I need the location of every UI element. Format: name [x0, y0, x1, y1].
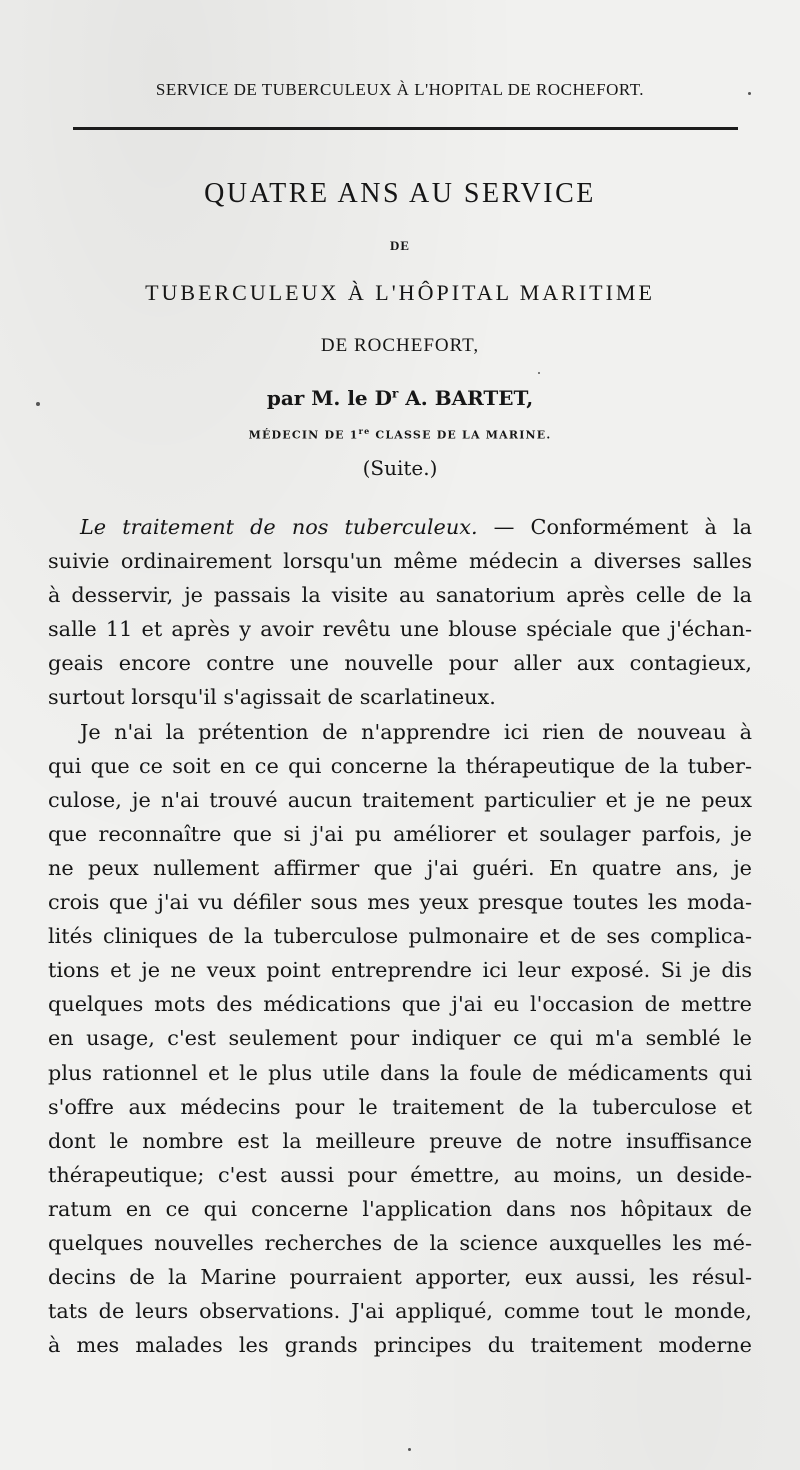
paragraph-2-line-5: ne peux nullement affirmer que j'ai guéri. En quatre ans, je — [48, 855, 752, 880]
paragraph-1-line-1 — [48, 510, 752, 544]
paragraph-1-line-3: à desservir, je passais la visite au sanatorium après celle de la — [48, 583, 752, 608]
affiliation-sup: re — [358, 426, 371, 436]
paper-speck — [748, 92, 751, 95]
paragraph-2-line-2: qui que ce soit en ce qui concerne la thérapeutique de la tuber- — [48, 753, 752, 778]
article-title-line-1: QUATRE ANS AU SERVICE — [204, 178, 596, 209]
paragraph-1-line-1-rest: — Conformément à la — [493, 515, 752, 539]
paragraph-2-line-1: Je n'ai la prétention de n'apprendre ici rien de nouveau à — [80, 719, 752, 744]
affiliation-prefix: MÉDECIN DE 1 — [248, 428, 359, 442]
paragraph-1-line-2: suivie ordinairement lorsqu'un même médecin a diverses salles — [48, 549, 752, 574]
paragraph-2-line-9: quelques mots des médications que j'ai eu l'occasion de mettre — [48, 992, 752, 1017]
paragraph-1-line-4: salle 11 et après y avoir revêtu une blouse spéciale que j'échan- — [48, 617, 752, 642]
paragraph-2-line-18: tats de leurs observations. J'ai appliqué, comme tout le monde, — [48, 1299, 752, 1324]
author-sup: r — [391, 386, 399, 401]
affiliation-rest: CLASSE DE LA MARINE. — [370, 428, 552, 442]
paragraph-2-line-12: s'offre aux médecins pour le traitement de la tuberculose et — [48, 1094, 752, 1119]
article-title-de: DE — [389, 238, 411, 253]
paragraph-2-line-8: tions et je ne veux point entreprendre ici leur exposé. Si je dis — [48, 958, 752, 983]
suite-label: (Suite.) — [362, 456, 438, 480]
section-heading: Le traitement de nos tuberculeux. — [80, 515, 478, 539]
paragraph-2-line-3: culose, je n'ai trouvé aucun traitement particulier et je ne peux — [48, 787, 752, 812]
paragraph-2-line-6: crois que j'ai vu défiler sous mes yeux presque toutes les moda- — [48, 890, 752, 915]
paragraph-2-line-19: à mes malades les grands principes du traitement moderne — [48, 1333, 752, 1358]
paragraph-2-line-7: lités cliniques de la tuberculose pulmonaire et de ses complica- — [48, 924, 752, 949]
author-prefix: par M. le D — [266, 386, 392, 410]
body-text — [48, 510, 752, 1362]
paragraph-2-line-11: plus rationnel et le plus utile dans la foule de médicaments qui — [48, 1060, 752, 1085]
paragraph-2-line-13: dont le nombre est la meilleure preuve de notre insuffisance — [48, 1128, 752, 1153]
paragraph-2-line-4: que reconnaître que si j'ai pu améliorer et soulager parfois, je — [48, 821, 752, 846]
author-name: A. BARTET, — [398, 386, 534, 410]
author-affiliation — [0, 426, 800, 442]
running-head: SERVICE DE TUBERCULEUX À L'HOPITAL DE ROCHEFORT. — [155, 80, 645, 99]
paragraph-2-line-17: decins de la Marine pourraient apporter, eux aussi, les résul- — [48, 1265, 752, 1290]
paper-speck — [36, 402, 40, 406]
paragraph-1-line-6: surtout lorsqu'il s'agissait de scarlatineux. — [48, 685, 496, 710]
paragraph-2-line-14: thérapeutique; c'est aussi pour émettre, au moins, un deside- — [48, 1162, 752, 1187]
paragraph-2-line-16: quelques nouvelles recherches de la science auxquelles les mé- — [48, 1230, 752, 1255]
author-line — [0, 386, 800, 410]
paragraph-2-line-10: en usage, c'est seulement pour indiquer ce qui m'a semblé le — [48, 1026, 752, 1051]
paper-speck — [538, 372, 540, 374]
paragraph-1-line-5: geais encore contre une nouvelle pour aller aux contagieux, — [48, 651, 752, 676]
article-title-line-3: DE ROCHEFORT, — [320, 335, 480, 356]
paper-speck — [408, 1448, 411, 1451]
paragraph-2-line-15: ratum en ce qui concerne l'application dans nos hôpitaux de — [48, 1196, 752, 1221]
header-rule — [73, 127, 738, 130]
article-title-line-2: TUBERCULEUX À L'HÔPITAL MARITIME — [145, 280, 655, 305]
